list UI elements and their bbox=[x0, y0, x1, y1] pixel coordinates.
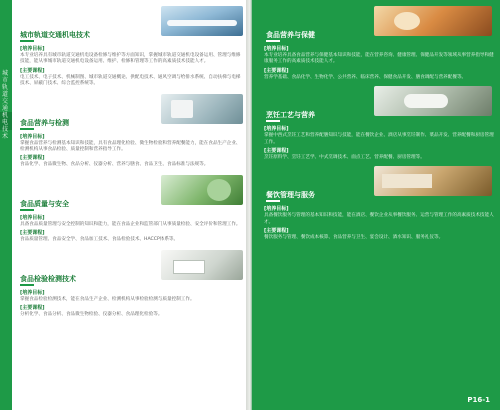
section-body: 本专业培养具有城市轨道交通机电设备检修与维护等方面知识，掌握城市轨道交通机电设备运用、管理与维修技能，能从事城市轨道交通机电设备运用、维护、检修和管理等工作的高素质技术技能人才。 bbox=[20, 53, 241, 65]
section-label: [主要课程] bbox=[20, 155, 45, 162]
section-label: [培养目标] bbox=[20, 46, 45, 52]
section-body: 营养学基础、食品化学、生物化学、公共营养、临床营养、保健食品开发、膳食调配与营养配餐等。 bbox=[264, 74, 467, 80]
left-sidebar-band bbox=[0, 0, 12, 410]
section-title: 城市轨道交通机电技术 bbox=[20, 31, 90, 39]
section-body: 烹饪原料学、烹饪工艺学、中式烹调技术、面点工艺、营养配餐、厨房管理等。 bbox=[264, 155, 425, 161]
section-body: 掌握食品检验检测技术，能在食品生产企业、检测机构从事检验检测与质量控制工作。 bbox=[20, 296, 195, 302]
title-underline bbox=[266, 40, 280, 42]
section-title: 烹饪工艺与营养 bbox=[266, 111, 315, 120]
program-section bbox=[262, 86, 494, 161]
section-label: [主要课程] bbox=[264, 228, 289, 235]
section-label: [培养目标] bbox=[20, 133, 45, 140]
lab-photo bbox=[161, 94, 243, 124]
program-section bbox=[18, 6, 243, 88]
section-title: 餐饮管理与服务 bbox=[266, 191, 315, 200]
section-header bbox=[18, 94, 243, 132]
program-section bbox=[262, 6, 494, 81]
section-body: 掌握中西式烹饪工艺和营养配膳知识与技能，能在餐饮企业、酒店从事烹饪制作、菜品开发、营养配餐和厨房管理工作。 bbox=[264, 133, 494, 145]
section-header bbox=[18, 6, 243, 44]
right-content bbox=[262, 6, 494, 247]
cooking-photo bbox=[374, 86, 492, 116]
section-label: [主要课程] bbox=[264, 148, 289, 155]
food-photo bbox=[374, 6, 492, 36]
section-body: 食品质量管理、食品安全学、食品加工技术、食品检验技术、HACCP体系等。 bbox=[20, 237, 179, 243]
inspection-photo bbox=[161, 250, 243, 280]
section-body: 食品化学、食品微生物、食品分析、仪器分析、营养与膳食、食品卫生、食品标准与法规等。 bbox=[20, 162, 209, 168]
title-underline bbox=[20, 284, 34, 286]
left-content bbox=[18, 6, 243, 324]
section-body: 餐饮服务与管理、餐饮成本核算、食品营养与卫生、宴会设计、酒水知识、服务礼仪等。 bbox=[264, 235, 444, 241]
section-header bbox=[262, 6, 494, 44]
section-label: [培养目标] bbox=[264, 126, 289, 133]
title-underline bbox=[20, 209, 34, 211]
program-section bbox=[262, 166, 494, 241]
left-page bbox=[0, 0, 248, 410]
section-title: 食品质量与安全 bbox=[20, 199, 69, 208]
section-label: [培养目标] bbox=[264, 46, 289, 52]
section-body: 掌握食品营养与检测基本知识和技能，具有食品理化检验、微生物检验和营养配餐能力，能在食品生产企业、检测机构从事食品检验、质量控制和营养指导工作。 bbox=[20, 140, 241, 153]
section-body: 具备餐饮服务与管理的基本知识和技能，能在酒店、餐饮企业从事餐饮服务、运营与管理工作的高素质技术技能人才。 bbox=[264, 213, 494, 225]
title-underline bbox=[266, 200, 280, 202]
title-underline bbox=[20, 40, 34, 42]
section-title: 食品营养与保健 bbox=[266, 31, 315, 39]
program-section bbox=[18, 175, 243, 244]
section-label: [主要课程] bbox=[264, 67, 289, 74]
dining-photo bbox=[374, 166, 492, 196]
right-page bbox=[252, 0, 500, 410]
section-body: 分析化学、食品分析、食品微生物检验、仪器分析、食品理化检验等。 bbox=[20, 312, 163, 318]
section-title: 食品营养与检测 bbox=[20, 118, 69, 127]
rail-transit-photo bbox=[161, 6, 243, 36]
section-header bbox=[262, 86, 494, 124]
section-header bbox=[18, 175, 243, 213]
section-label: [培养目标] bbox=[20, 289, 45, 296]
page-number: P16-1 bbox=[467, 396, 490, 404]
section-label: [主要课程] bbox=[20, 67, 45, 74]
sidebar-vertical-text: 城市轨道交通机电技术 bbox=[2, 70, 9, 140]
section-header bbox=[262, 166, 494, 204]
program-section bbox=[18, 94, 243, 169]
section-body: 本专业培养具备食品营养与保健基本知识和技能，能在营养咨询、健康管理、保健品开发等领域从事营养指导和健康服务工作的高素质技术技能人才。 bbox=[264, 53, 494, 65]
produce-photo bbox=[161, 175, 243, 205]
program-section bbox=[18, 250, 243, 319]
section-header bbox=[18, 250, 243, 288]
section-label: [主要课程] bbox=[20, 305, 45, 312]
section-label: [培养目标] bbox=[20, 214, 45, 221]
section-label: [培养目标] bbox=[264, 206, 289, 213]
section-title: 食品检验检测技术 bbox=[20, 274, 76, 283]
section-body: 具备食品质量管理与安全控制的知识和能力，能在食品企业和监管部门从事质量检验、安全评价和管理工作。 bbox=[20, 221, 241, 227]
section-label: [主要课程] bbox=[20, 230, 45, 237]
title-underline bbox=[20, 128, 34, 130]
title-underline bbox=[266, 120, 280, 122]
section-body: 电工技术、电子技术、机械制图、城市轨道交通概论、供配电技术、通风空调与给排水系统、自动扶梯与电梯技术、屏蔽门技术、综合监控系统等。 bbox=[20, 74, 241, 87]
